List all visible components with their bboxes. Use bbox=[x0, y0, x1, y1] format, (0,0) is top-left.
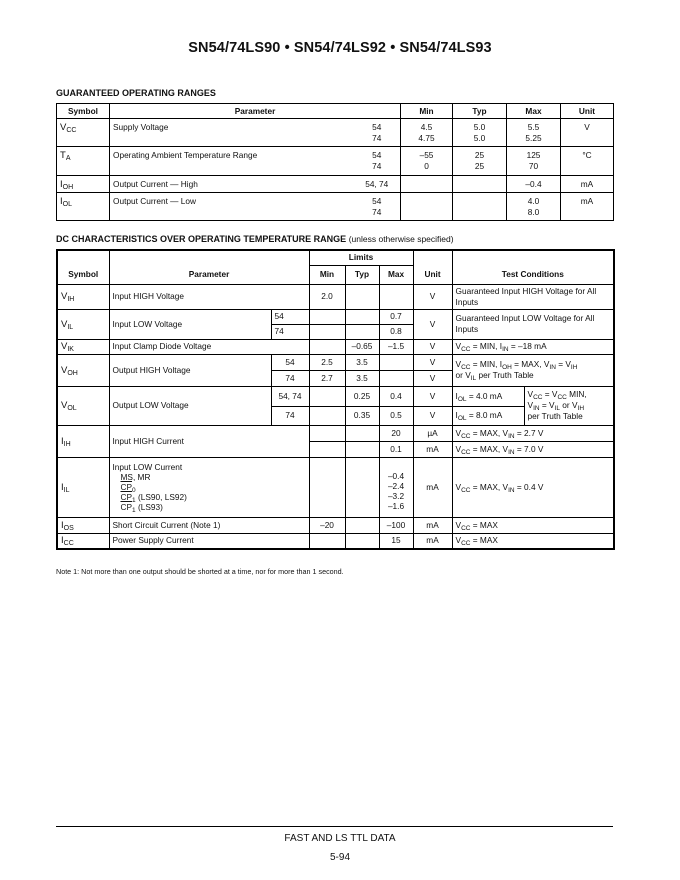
parameter-cell: Supply Voltage bbox=[110, 119, 354, 147]
max-cell: 5.5 5.25 bbox=[507, 119, 561, 147]
test-cell: $V_{CC}$ = MAX, $V_{IN} = 7.0$ V bbox=[452, 441, 614, 457]
min-cell: 2.7 bbox=[309, 370, 345, 386]
typ-cell: 3.5 bbox=[345, 354, 379, 370]
typ-cell bbox=[345, 457, 379, 517]
min-cell: 2.0 bbox=[309, 284, 345, 309]
unit-cell: V bbox=[413, 339, 452, 354]
operating-ranges-table bbox=[56, 103, 614, 221]
test-cell: $V_{CC}$ = MIN, $I_{IN} = -18$ mA bbox=[452, 339, 614, 354]
unit-cell: mA bbox=[561, 176, 614, 193]
parameter-cell: Input LOW Voltage bbox=[109, 309, 271, 339]
min-cell: –20 bbox=[309, 517, 345, 533]
typ-cell bbox=[345, 284, 379, 309]
symbol-cell: $I_{IL}$ bbox=[57, 457, 109, 517]
unit-cell: V bbox=[413, 386, 452, 406]
footnote: Note 1: Not more than one output should be shorted at a time, nor for more than 1 second. bbox=[56, 567, 344, 576]
test-cell: $V_{CC}$ = MIN, $I_{OH}$ = MAX, $V_{IN} = V_{IH}$ or $V_{IL}$ per Truth Table bbox=[452, 354, 614, 386]
unit-cell: mA bbox=[413, 457, 452, 517]
parameter-cell: Input LOW Current MS, MR $\overline{CP}_0$ $\overline{CP}_1$ (LS90, LS92) $\overline{CP}_1$ (LS93) bbox=[109, 457, 309, 517]
col-max: Max bbox=[379, 265, 413, 284]
parameter-cell: Input HIGH Current bbox=[109, 425, 309, 457]
typ-cell bbox=[345, 309, 379, 324]
typ-cell bbox=[345, 441, 379, 457]
typ-cell: –0.65 bbox=[345, 339, 379, 354]
col-limits: Limits bbox=[309, 250, 413, 265]
typ-cell: 3.5 bbox=[345, 370, 379, 386]
grade-cell: 74 bbox=[271, 406, 309, 425]
symbol-cell: $V_{CC}$ bbox=[57, 119, 110, 147]
max-cell: 0.7 bbox=[379, 309, 413, 324]
symbol-cell: $I_{CC}$ bbox=[57, 533, 109, 549]
col-parameter: Parameter bbox=[109, 250, 309, 284]
max-cell: 4.0 8.0 bbox=[507, 193, 561, 221]
typ-cell bbox=[345, 517, 379, 533]
symbol-cell: $T_A$ bbox=[57, 147, 110, 176]
table-row bbox=[57, 339, 614, 354]
symbol-cell: $I_{OH}$ bbox=[57, 176, 110, 193]
typ-cell: 0.35 bbox=[345, 406, 379, 425]
parameter-cell: Input HIGH Voltage bbox=[109, 284, 309, 309]
unit-cell: V bbox=[413, 406, 452, 425]
symbol-cell: $V_{OH}$ bbox=[57, 354, 109, 386]
table-header-row bbox=[57, 250, 614, 265]
parameter-cell: Input Clamp Diode Voltage bbox=[109, 339, 309, 354]
min-cell bbox=[401, 193, 453, 221]
table-row bbox=[57, 119, 614, 147]
unit-cell: °C bbox=[561, 147, 614, 176]
dc-characteristics-table bbox=[56, 249, 615, 550]
table-row bbox=[57, 176, 614, 193]
unit-cell: V bbox=[561, 119, 614, 147]
min-cell bbox=[309, 425, 345, 441]
min-cell bbox=[309, 309, 345, 324]
test-cell: $V_{CC}$ = MAX, $V_{IN} = 0.4$ V bbox=[452, 457, 614, 517]
unit-cell: mA bbox=[413, 533, 452, 549]
col-typ: Typ bbox=[345, 265, 379, 284]
min-cell bbox=[309, 324, 345, 339]
col-symbol: Symbol bbox=[57, 250, 109, 284]
grade-cell: 74 bbox=[271, 324, 309, 339]
col-typ: Typ bbox=[453, 104, 507, 119]
page-number: 5-94 bbox=[329, 852, 350, 863]
min-cell: 4.5 4.75 bbox=[401, 119, 453, 147]
max-cell bbox=[379, 354, 413, 370]
test-cell: Guaranteed Input HIGH Voltage for All Inputs bbox=[452, 284, 614, 309]
table-row bbox=[57, 193, 614, 221]
parameter-cell: Power Supply Current bbox=[109, 533, 309, 549]
section-title-dc-characteristics: DC CHARACTERISTICS OVER OPERATING TEMPERATURE RANGE (unless otherwise specified) bbox=[56, 234, 454, 244]
symbol-cell: $V_{IH}$ bbox=[57, 284, 109, 309]
max-cell: 20 bbox=[379, 425, 413, 441]
test-cell: Guaranteed Input LOW Voltage for All Inputs bbox=[452, 309, 614, 339]
table-row bbox=[57, 533, 614, 549]
col-unit: Unit bbox=[561, 104, 614, 119]
symbol-cell: $I_{IH}$ bbox=[57, 425, 109, 457]
parameter-cell: Output HIGH Voltage bbox=[109, 354, 271, 386]
min-cell bbox=[309, 441, 345, 457]
max-cell: 0.5 bbox=[379, 406, 413, 425]
max-cell: 0.1 bbox=[379, 441, 413, 457]
grade-cell: 54 74 bbox=[354, 147, 401, 176]
table-row bbox=[57, 425, 614, 441]
test-cell: $V_{CC} = V_{CC}$ MIN, $V_{IN} = V_{IL}$ or $V_{IH}$ per Truth Table bbox=[524, 386, 614, 425]
min-cell bbox=[309, 457, 345, 517]
col-min: Min bbox=[401, 104, 453, 119]
table-row bbox=[57, 309, 614, 324]
unit-cell: V bbox=[413, 309, 452, 339]
table-header-row bbox=[57, 104, 614, 119]
test-cell: $I_{OL} = 8.0$ mA bbox=[452, 406, 524, 425]
test-cell: $I_{OL} = 4.0$ mA bbox=[452, 386, 524, 406]
section-title-operating-ranges: GUARANTEED OPERATING RANGES bbox=[56, 88, 216, 98]
typ-cell bbox=[453, 193, 507, 221]
parameter-cell: Output LOW Voltage bbox=[109, 386, 271, 425]
max-cell: –0.4 –2.4 –3.2 –1.6 bbox=[379, 457, 413, 517]
min-cell: 2.5 bbox=[309, 354, 345, 370]
symbol-cell: $I_{OS}$ bbox=[57, 517, 109, 533]
table-row bbox=[57, 386, 614, 406]
unit-cell: µA bbox=[413, 425, 452, 441]
parameter-cell: Output Current — Low bbox=[110, 193, 354, 221]
test-cell: $V_{CC}$ = MAX bbox=[452, 517, 614, 533]
unit-cell: V bbox=[413, 284, 452, 309]
grade-cell: 74 bbox=[271, 370, 309, 386]
symbol-cell: $V_{IL}$ bbox=[57, 309, 109, 339]
col-symbol: Symbol bbox=[57, 104, 110, 119]
grade-cell: 54 bbox=[271, 354, 309, 370]
symbol-cell: $I_{OL}$ bbox=[57, 193, 110, 221]
table-row bbox=[57, 457, 614, 517]
max-cell: –100 bbox=[379, 517, 413, 533]
unit-cell: mA bbox=[413, 441, 452, 457]
typ-cell bbox=[345, 324, 379, 339]
footer-divider bbox=[56, 826, 613, 827]
col-test-conditions: Test Conditions bbox=[452, 250, 614, 284]
grade-cell: 54 bbox=[271, 309, 309, 324]
unit-cell: V bbox=[413, 354, 452, 370]
col-min: Min bbox=[309, 265, 345, 284]
typ-cell: 0.25 bbox=[345, 386, 379, 406]
col-parameter: Parameter bbox=[110, 104, 401, 119]
min-cell bbox=[309, 406, 345, 425]
max-cell bbox=[379, 370, 413, 386]
min-cell: –55 0 bbox=[401, 147, 453, 176]
typ-cell bbox=[345, 425, 379, 441]
max-cell: 0.8 bbox=[379, 324, 413, 339]
col-unit: Unit bbox=[413, 250, 452, 284]
table-row bbox=[57, 284, 614, 309]
test-cell: $V_{CC}$ = MAX bbox=[452, 533, 614, 549]
min-cell bbox=[309, 339, 345, 354]
parameter-cell: Output Current — High bbox=[110, 176, 354, 193]
grade-cell: 54 74 bbox=[354, 193, 401, 221]
max-cell: 125 70 bbox=[507, 147, 561, 176]
footer-title: FAST AND LS TTL DATA bbox=[284, 833, 396, 844]
grade-cell: 54, 74 bbox=[271, 386, 309, 406]
min-cell bbox=[309, 533, 345, 549]
table-row bbox=[57, 517, 614, 533]
grade-cell: 54, 74 bbox=[354, 176, 401, 193]
parameter-cell: Short Circuit Current (Note 1) bbox=[109, 517, 309, 533]
max-cell: 15 bbox=[379, 533, 413, 549]
table-row bbox=[57, 147, 614, 176]
symbol-cell: $V_{IK}$ bbox=[57, 339, 109, 354]
page-title: SN54/74LS90 • SN54/74LS92 • SN54/74LS93 bbox=[188, 40, 492, 56]
max-cell: 0.4 bbox=[379, 386, 413, 406]
parameter-cell: Operating Ambient Temperature Range bbox=[110, 147, 354, 176]
typ-cell: 5.0 5.0 bbox=[453, 119, 507, 147]
unit-cell: mA bbox=[413, 517, 452, 533]
max-cell bbox=[379, 284, 413, 309]
max-cell: –0.4 bbox=[507, 176, 561, 193]
max-cell: –1.5 bbox=[379, 339, 413, 354]
typ-cell bbox=[453, 176, 507, 193]
symbol-cell: $V_{OL}$ bbox=[57, 386, 109, 425]
typ-cell: 25 25 bbox=[453, 147, 507, 176]
table-row bbox=[57, 354, 614, 370]
test-cell: $V_{CC}$ = MAX, $V_{IN} = 2.7$ V bbox=[452, 425, 614, 441]
col-max: Max bbox=[507, 104, 561, 119]
min-cell bbox=[401, 176, 453, 193]
unit-cell: V bbox=[413, 370, 452, 386]
grade-cell: 54 74 bbox=[354, 119, 401, 147]
typ-cell bbox=[345, 533, 379, 549]
min-cell bbox=[309, 386, 345, 406]
unit-cell: mA bbox=[561, 193, 614, 221]
